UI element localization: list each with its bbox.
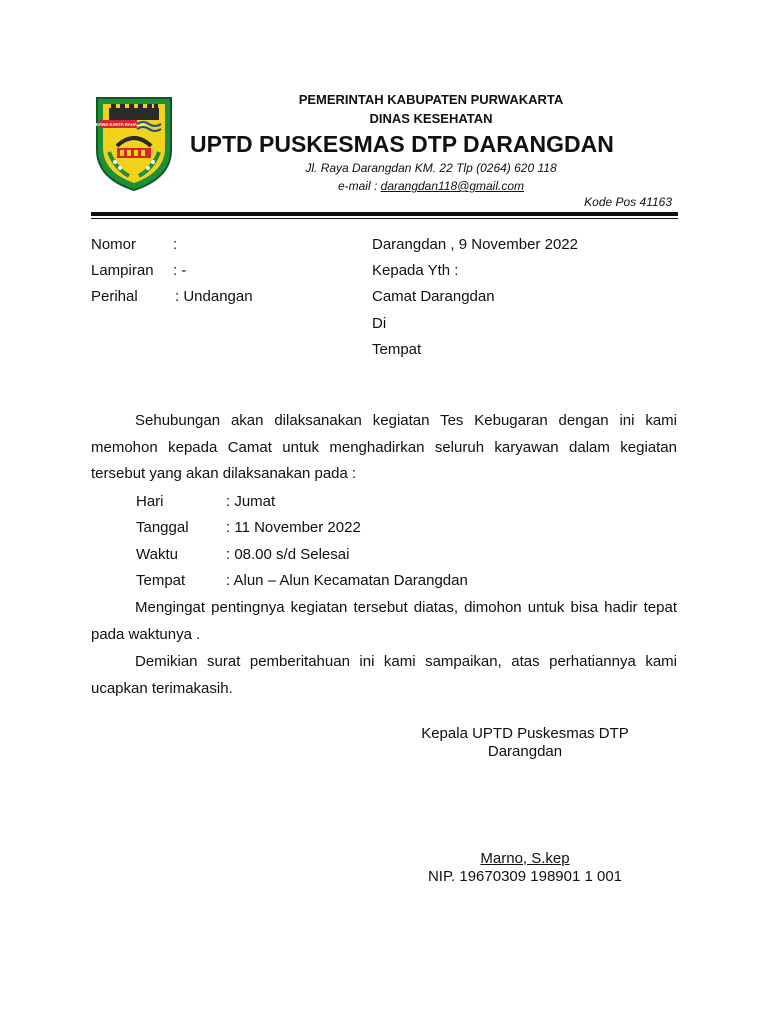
header-divider-thick [91, 212, 678, 216]
email-label: e-mail : [337, 179, 381, 193]
institution-email-line [190, 178, 672, 194]
government-name: PEMERINTAH KABUPATEN PURWAKARTA [298, 92, 564, 107]
recipient-di: Di [372, 315, 387, 332]
recipient-name: Camat Darangdan [372, 288, 495, 305]
body-paragraph-1-text: Sehubungan akan dilaksanakan kegiatan Tes Kebugaran dengan ini kami memohon kepada Camat untuk menghadirkan seluruh karyawan dalam kegiatan tersebut yang akan dilaksanakan pada : [91, 412, 677, 482]
signatory-nip: NIP. 19670309 198901 1 001 [427, 868, 623, 885]
kepada-yth: Kepada Yth : [372, 262, 459, 279]
detail-label-waktu: Waktu [136, 546, 178, 563]
signature-title-line-1: Kepala UPTD Puskesmas DTP [421, 725, 629, 742]
detail-value-waktu: : 08.00 s/d Selesai [226, 546, 350, 563]
nomor-label: Nomor [91, 236, 137, 253]
department-name: DINAS KESEHATAN [369, 111, 493, 126]
signatory-name [400, 850, 650, 868]
purwakarta-logo [93, 90, 175, 192]
body-paragraph-1 [91, 408, 677, 488]
detail-value-tanggal: : 11 November 2022 [226, 519, 361, 536]
detail-label-tempat: Tempat [136, 572, 186, 589]
nomor-value: : [173, 236, 178, 253]
perihal-label: Perihal [91, 288, 138, 305]
postal-code: Kode Pos 41163 [584, 195, 672, 209]
body-paragraph-3 [91, 649, 677, 702]
body-paragraph-2 [91, 595, 677, 648]
recipient-place: Tempat [372, 341, 422, 358]
body-paragraph-3-text: Demikian surat pemberitahuan ini kami sampaikan, atas perhatiannya kami ucapkan terimakasih. [91, 653, 677, 697]
detail-label-tanggal: Tanggal [136, 519, 189, 536]
letter-date: Darangdan , 9 November 2022 [372, 236, 578, 253]
header-divider-thin [91, 218, 678, 219]
lampiran-value: : - [173, 262, 187, 279]
signature-title-line-2: Darangdan [487, 743, 563, 760]
signatory-name-text: Marno, S.kep [480, 850, 570, 867]
body-paragraph-2-text: Mengingat pentingnya kegiatan tersebut diatas, dimohon untuk bisa hadir tepat pada waktunya . [91, 599, 677, 643]
perihal-value: : Undangan [175, 288, 253, 305]
detail-label-hari: Hari [136, 493, 164, 510]
detail-value-hari: : Jumat [226, 493, 276, 510]
logo-motto: WIBAWA KARTA RAHARJA [93, 122, 146, 127]
lampiran-label: Lampiran [91, 262, 154, 279]
email-link[interactable]: darangdan118@gmail.com [380, 179, 525, 193]
detail-value-tempat: : Alun – Alun Kecamatan Darangdan [226, 572, 468, 589]
institution-address: Jl. Raya Darangdan KM. 22 Tlp (0264) 620 118 [305, 161, 557, 175]
institution-title: UPTD PUSKESMAS DTP DARANGDAN [190, 131, 614, 157]
